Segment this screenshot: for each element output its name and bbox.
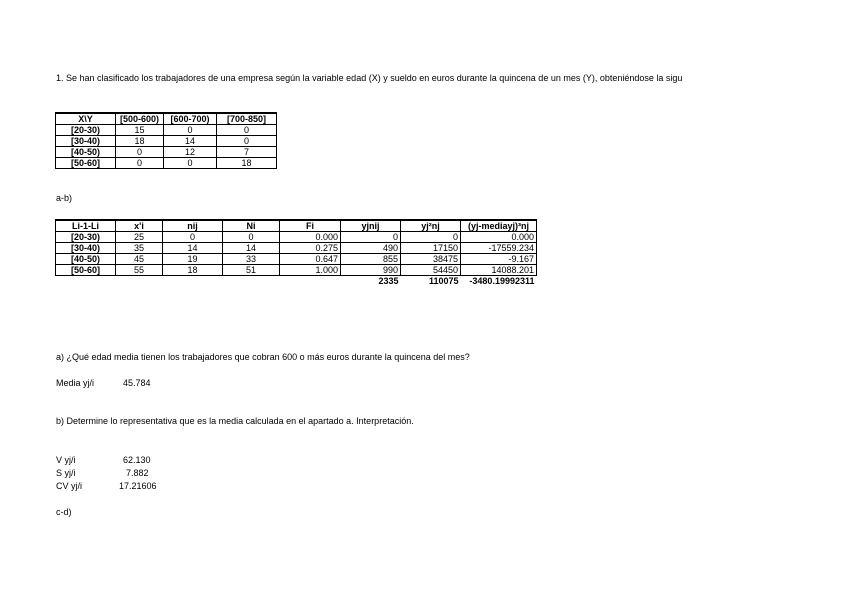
header-cell: [500-600): [116, 113, 164, 125]
media-value: 45.784: [123, 378, 151, 388]
cell: -9.167: [461, 254, 537, 265]
intro-text: 1. Se han clasificado los trabajadores de una empresa según la variable edad (X) y sueldo en euros durante la quincena de un mes (Y), obteniéndose la sigu: [56, 73, 683, 83]
cell: -17559.234: [461, 243, 537, 254]
cell: 0: [401, 232, 461, 243]
table-row: [56, 254, 537, 265]
section-label-ab: a-b): [56, 193, 73, 203]
cell: 855: [341, 254, 401, 265]
cell: 7: [217, 147, 277, 158]
cell: 18: [163, 265, 223, 276]
frequency-table: [55, 112, 277, 169]
cell: 45: [116, 254, 163, 265]
header-cell: Fi: [280, 220, 341, 232]
row-header: [50-60]: [56, 158, 116, 169]
cell: 990: [341, 265, 401, 276]
row-header: [20-30): [56, 232, 116, 243]
cell: 18: [217, 158, 277, 169]
cell: 0: [164, 158, 217, 169]
cell: 0: [116, 147, 164, 158]
cell: 25: [116, 232, 163, 243]
cell: 38475: [401, 254, 461, 265]
cell: 14088.201: [461, 265, 537, 276]
cell: 15: [116, 125, 164, 136]
cell: 18: [116, 136, 164, 147]
header-cell: [700-850]: [217, 113, 277, 125]
cell: 0.000: [280, 232, 341, 243]
cell: 0: [164, 125, 217, 136]
table-row: [56, 158, 277, 169]
question-a: a) ¿Qué edad media tienen los trabajadores que cobran 600 o más euros durante la quincena del mes?: [56, 352, 470, 362]
std-value: 7.882: [126, 468, 149, 478]
table-header-row: [56, 113, 277, 125]
cell: 490: [341, 243, 401, 254]
std-label: S yj/i: [56, 468, 76, 478]
header-cell: X\Y: [56, 113, 116, 125]
variance-value: 62.130: [123, 455, 151, 465]
cell: 0: [116, 158, 164, 169]
empty-cell: [223, 276, 280, 287]
empty-cell: [116, 276, 163, 287]
header-cell: yjnij: [341, 220, 401, 232]
total-cell: 110075: [428, 276, 459, 286]
table-row: [56, 243, 537, 254]
cv-value: 17.21606: [119, 481, 157, 491]
cell: 14: [163, 243, 223, 254]
empty-cell: [280, 276, 341, 287]
media-label: Media yj/i: [56, 378, 95, 388]
header-cell: Ni: [223, 220, 280, 232]
row-header: [40-50): [56, 147, 116, 158]
cell: 0: [223, 232, 280, 243]
total-cell: 2335: [378, 276, 399, 286]
question-b: b) Determine lo representativa que es la media calculada en el apartado a. Interpretación.: [56, 416, 414, 426]
cv-label: CV yj/i: [56, 481, 83, 491]
cell: 0: [217, 136, 277, 147]
header-cell: (yj-mediayj)³nj: [461, 220, 537, 232]
totals-row: [56, 276, 537, 287]
cell: 14: [223, 243, 280, 254]
row-header: [50-60]: [56, 265, 116, 276]
row-header: [20-30): [56, 125, 116, 136]
row-header: [30-40): [56, 243, 116, 254]
table-row: [56, 232, 537, 243]
cell: 35: [116, 243, 163, 254]
cell: 51: [223, 265, 280, 276]
empty-cell: [163, 276, 223, 287]
calculation-table: [55, 219, 537, 286]
variance-label: V yj/i: [56, 455, 76, 465]
table-header-row: [56, 220, 537, 232]
header-cell: Li-1-Li: [56, 220, 116, 232]
table-row: [56, 265, 537, 276]
cell: 0: [341, 232, 401, 243]
cell: 17150: [401, 243, 461, 254]
row-header: [30-40): [56, 136, 116, 147]
table-row: [56, 136, 277, 147]
cell: 0.647: [280, 254, 341, 265]
cell: 1.000: [280, 265, 341, 276]
cell: 0: [163, 232, 223, 243]
header-cell: x'i: [116, 220, 163, 232]
row-header: [40-50): [56, 254, 116, 265]
header-cell: yj²nj: [401, 220, 461, 232]
table-row: [56, 125, 277, 136]
cell: 0.275: [280, 243, 341, 254]
header-cell: [600-700): [164, 113, 217, 125]
cell: 33: [223, 254, 280, 265]
total-cell: -3480.19992311: [469, 276, 535, 286]
cell: 12: [164, 147, 217, 158]
section-label-cd: c-d): [56, 507, 72, 517]
cell: 0: [217, 125, 277, 136]
empty-cell: [56, 276, 116, 287]
header-cell: nij: [163, 220, 223, 232]
cell: 14: [164, 136, 217, 147]
table-row: [56, 147, 277, 158]
cell: 0.000: [461, 232, 537, 243]
cell: 54450: [401, 265, 461, 276]
cell: 55: [116, 265, 163, 276]
cell: 19: [163, 254, 223, 265]
